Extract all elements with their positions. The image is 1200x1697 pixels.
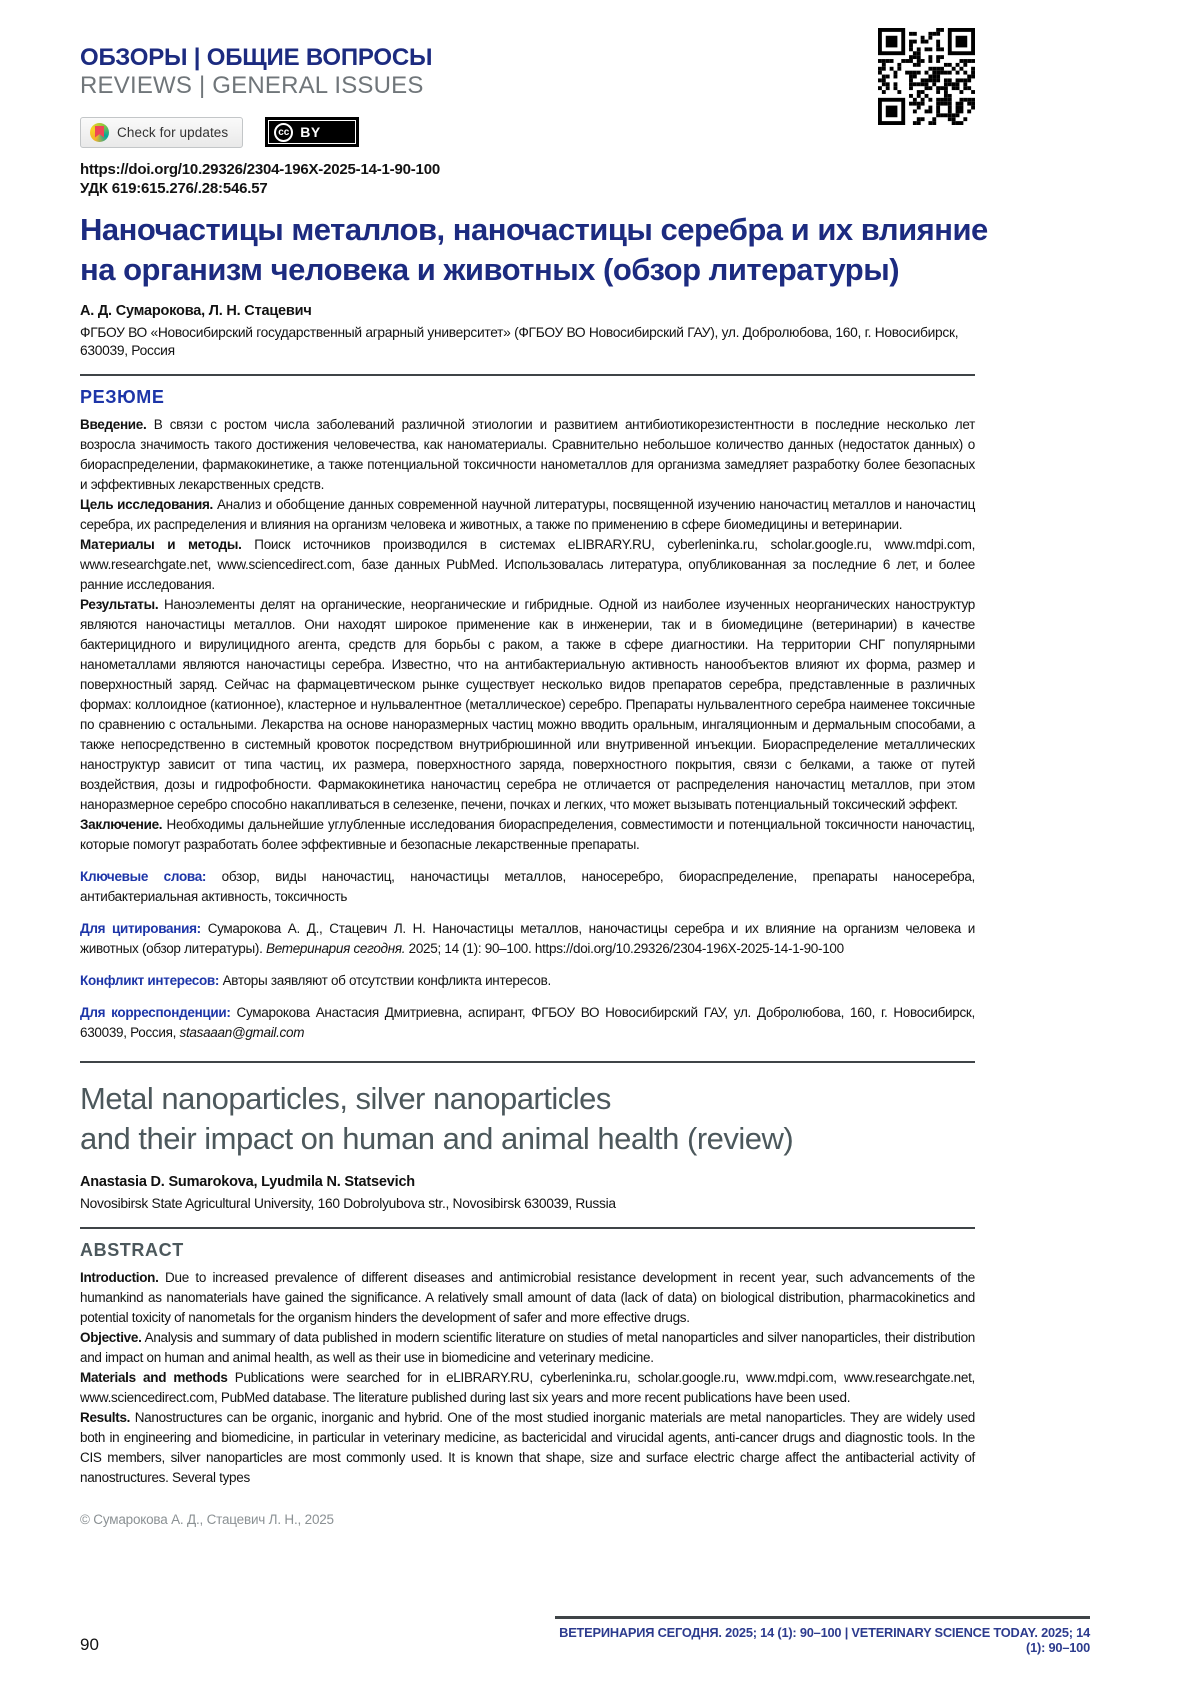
affiliation-en: Novosibirsk State Agricultural University, 160 Dobrolyubova str., Novosibirsk 630039, Russia <box>80 1196 616 1211</box>
cc-by-label: BY <box>300 124 321 140</box>
copyright-line: © Сумарокова А. Д., Стацевич Л. Н., 2025 <box>80 1512 334 1527</box>
qr-code <box>878 28 975 125</box>
authors-en: Anastasia D. Sumarokova, Lyudmila N. Statsevich <box>80 1174 415 1190</box>
journal-footer-block <box>555 1616 1090 1655</box>
title-en-line2: and their impact on human and animal health (review) <box>80 1121 794 1156</box>
keywords-text: обзор, виды наночастиц, наночастицы металлов, наносеребро, биораспределение, препараты наносеребра, антибактериальная активность, токсичность <box>80 869 976 904</box>
journal-citation-line: ВЕТЕРИНАРИЯ СЕГОДНЯ. 2025; 14 (1): 90–100 | VETERINARY SCIENCE TODAY. 2025; 14 (1): 90–100 <box>559 1625 1090 1655</box>
resume-heading: РЕЗЮМЕ <box>80 387 165 407</box>
resume-introduction-label: Введение. <box>80 417 147 432</box>
resume-objective-label: Цель исследования. <box>80 497 214 512</box>
citation-block <box>80 919 975 959</box>
resume-objective-text: Анализ и обобщение данных современной научной литературы, посвященной изучению наночастиц металлов и наночастиц серебра, их распределения и влияния на организм человека и животных, а также по применению в сфере биомедицины и ветеринарии. <box>80 497 976 532</box>
correspondence-email: stasaaan@gmail.com <box>179 1025 305 1040</box>
citation-journal-name: Ветеринария сегодня. <box>266 941 406 956</box>
abstract-heading: ABSTRACT <box>80 1240 184 1260</box>
abstract-results <box>80 1408 975 1488</box>
resume-conclusion-label: Заключение. <box>80 817 163 832</box>
udk-code: УДК 619:615.276/.28:546.57 <box>80 180 268 197</box>
english-section <box>80 1079 975 1527</box>
abstract-results-label: Results. <box>80 1410 131 1425</box>
keywords-block <box>80 867 975 907</box>
divider-rule-3 <box>80 1227 975 1229</box>
footer-rule <box>555 1616 1090 1619</box>
conflict-block <box>80 971 975 991</box>
abstract-materials <box>80 1368 975 1408</box>
title-ru-line2: на организм человека и животных (обзор литературы) <box>80 252 900 287</box>
abstract-objective <box>80 1328 975 1368</box>
rubric-ru: ОБЗОРЫ | ОБЩИЕ ВОПРОСЫ <box>80 44 433 71</box>
abstract-objective-text: Analysis and summary of data published in modern scientific literature on studies of metal nanoparticles and silver nanoparticles, their distribution and impact on human and animal health, as well as their use in biomedicine and veterinary medicine. <box>80 1330 975 1365</box>
resume-introduction-text: В связи с ростом числа заболеваний различной этиологии и развитием антибиотикорезистентности в последние несколько лет возросла значимость такого достижения человечества, как наноматериалы. Сравнительно небольшое количество данных (недостаток данных) о биораспределении, фармакокинетике, а также потенциальной токсичности нанометаллов для организма замедляет разработку более безопасных и эффективных лекарственных средств. <box>80 417 975 492</box>
article-title-en <box>80 1079 975 1159</box>
check-for-updates-button[interactable] <box>80 117 243 148</box>
article-header <box>80 44 988 374</box>
cc-by-inner <box>268 120 355 144</box>
title-en-line1: Metal nanoparticles, silver nanoparticles <box>80 1081 611 1116</box>
title-ru-line1: Наночастицы металлов, наночастицы серебра и их влияние <box>80 212 988 247</box>
resume-results-text: Наноэлементы делят на органические, неорганические и гибридные. Одной из наиболее изученных неорганических наноструктур являются наночастицы металлов. Они находят широкое применение как в инженерии, так и в биомедицине (ветеринарии) в качестве бактерицидного и вирулицидного агента, средств для борьбы с раком, а также в сфере диагностики. На территории СНГ популярными нанометаллами являются наночастицы серебра. Известно, что на антибактериальную активность нанообъектов влияют их форма, размер и поверхностный заряд. Сейчас на фармацевтическом рынке существует несколько видов препаратов серебра, представленные в различных формах: коллоидное (катионное), кластерное и нульвалентное (металлическое) серебро. Препараты нульвалентного серебра наименее токсичные по сравнению с остальными. Лекарства на основе наноразмерных частиц можно вводить оральным, ингаляционным и дермальным способами, а также непосредственно в системный кровоток посредством внутрибрюшинной или внутривенной инъекции. Биораспределение металлических наноструктур зависит от типа частиц, их размера, поверхностного заряда, поверхностного покрытия, связи с белками, а также от путей воздействия, дозы и гидрофобности. Фармакокинетика наночастиц серебра не отличается от распределения наночастиц металлов, при этом наноразмерное серебро способно накапливаться в селезенке, печени, почках и легких, что может вызывать потенциальный токсический эффект. <box>80 597 976 812</box>
resume-materials-text: Поиск источников производился в системах eLIBRARY.RU, cyberleninka.ru, scholar.google.ru, www.mdpi.com, www.researchgate.net, www.sciencedirect.com, базе данных PubMed. Использовалась литература, опубликованная за последние 6 лет, и более ранние исследования. <box>80 537 976 592</box>
resume-results-label: Результаты. <box>80 597 159 612</box>
doi-link[interactable]: https://doi.org/10.29326/2304-196X-2025-14-1-90-100 <box>80 161 440 178</box>
authors-ru: А. Д. Сумарокова, Л. Н. Стацевич <box>80 303 312 319</box>
resume-introduction <box>80 415 975 495</box>
cc-by-license-badge[interactable] <box>265 117 358 147</box>
resume-results <box>80 595 975 815</box>
cc-icon: cc <box>274 123 293 142</box>
citation-text: Сумарокова А. Д., Стацевич Л. Н. Наночастицы металлов, наночастицы серебра и их влияние на организм человека и животных (обзор литературы). <box>80 921 976 956</box>
conflict-label: Конфликт интересов: <box>80 973 220 988</box>
abstract-introduction-label: Introduction. <box>80 1270 159 1285</box>
abstract-materials-text: Publications were searched for in eLIBRARY.RU, cyberleninka.ru, scholar.google.ru, www.mdpi.com, www.researchgate.net, www.sciencedirect.com, PubMed database. The literature published during last six years and more recent publications have been used. <box>80 1370 975 1405</box>
divider-rule-1 <box>80 374 975 376</box>
divider-rule-2 <box>80 1061 975 1063</box>
resume-materials-label: Материалы и методы. <box>80 537 242 552</box>
correspondence-text: Сумарокова Анастасия Дмитриевна, аспирант, ФГБОУ ВО Новосибирский ГАУ, ул. Добролюбова, 160, г. Новосибирск, 630039, Россия, <box>80 1005 975 1040</box>
resume-conclusion-text: Необходимы дальнейшие углубленные исследования биораспределения, совместимости и потенциальной токсичности наночастиц, которые помогут разработать более эффективные и безопасные лекарственные препараты. <box>80 817 975 852</box>
check-for-updates-label: Check for updates <box>117 124 229 140</box>
article-title-ru <box>80 210 988 290</box>
abstract-objective-label: Objective. <box>80 1330 142 1345</box>
abstract-introduction <box>80 1268 975 1328</box>
abstract-materials-label: Materials and methods <box>80 1370 228 1385</box>
badge-row <box>80 116 975 148</box>
rubric-en: REVIEWS | GENERAL ISSUES <box>80 72 424 99</box>
abstract-results-text: Nanostructures can be organic, inorganic and hybrid. One of the most studied inorganic materials are metal nanoparticles. They are widely used both in engineering and biomedicine, in particular in veterinary medicine, as bactericidal and virucidal agents, anti-cancer drugs and diagnostic tools. In the CIS members, silver nanoparticles are most commonly used. It is known that shape, size and surface electric charge affect the antibacterial activity of nanostructures. Several types <box>80 1410 975 1485</box>
crossmark-icon <box>90 123 109 142</box>
correspondence-block <box>80 1003 975 1043</box>
page-footer <box>0 1616 1200 1697</box>
citation-doi: 2025; 14 (1): 90–100. https://doi.org/10.29326/2304-196X-2025-14-1-90-100 <box>408 941 844 956</box>
citation-label: Для цитирования: <box>80 921 201 936</box>
resume-conclusion <box>80 815 975 855</box>
affiliation-ru: ФГБОУ ВО «Новосибирский государственный аграрный университет» (ФГБОУ ВО Новосибирский ГАУ), ул. Добролюбова, 160, г. Новосибирск, 630039, Россия <box>80 325 959 358</box>
page-number: 90 <box>80 1635 99 1654</box>
abstract-introduction-text: Due to increased prevalence of different diseases and antimicrobial resistance development in recent year, such advancements of the humankind as nanomaterials have gained the significance. A relatively small amount of data (lack of data) on biological distribution, pharmacokinetics and potential toxicity of nanometals for the organism hinders the development of safer and more effective drugs. <box>80 1270 975 1325</box>
resume-objective <box>80 495 975 535</box>
correspondence-label: Для корреспонденции: <box>80 1005 231 1020</box>
resume-section <box>80 374 975 1079</box>
resume-materials <box>80 535 975 595</box>
keywords-label: Ключевые слова: <box>80 869 207 884</box>
conflict-text: Авторы заявляют об отсутствии конфликта интересов. <box>222 973 551 988</box>
